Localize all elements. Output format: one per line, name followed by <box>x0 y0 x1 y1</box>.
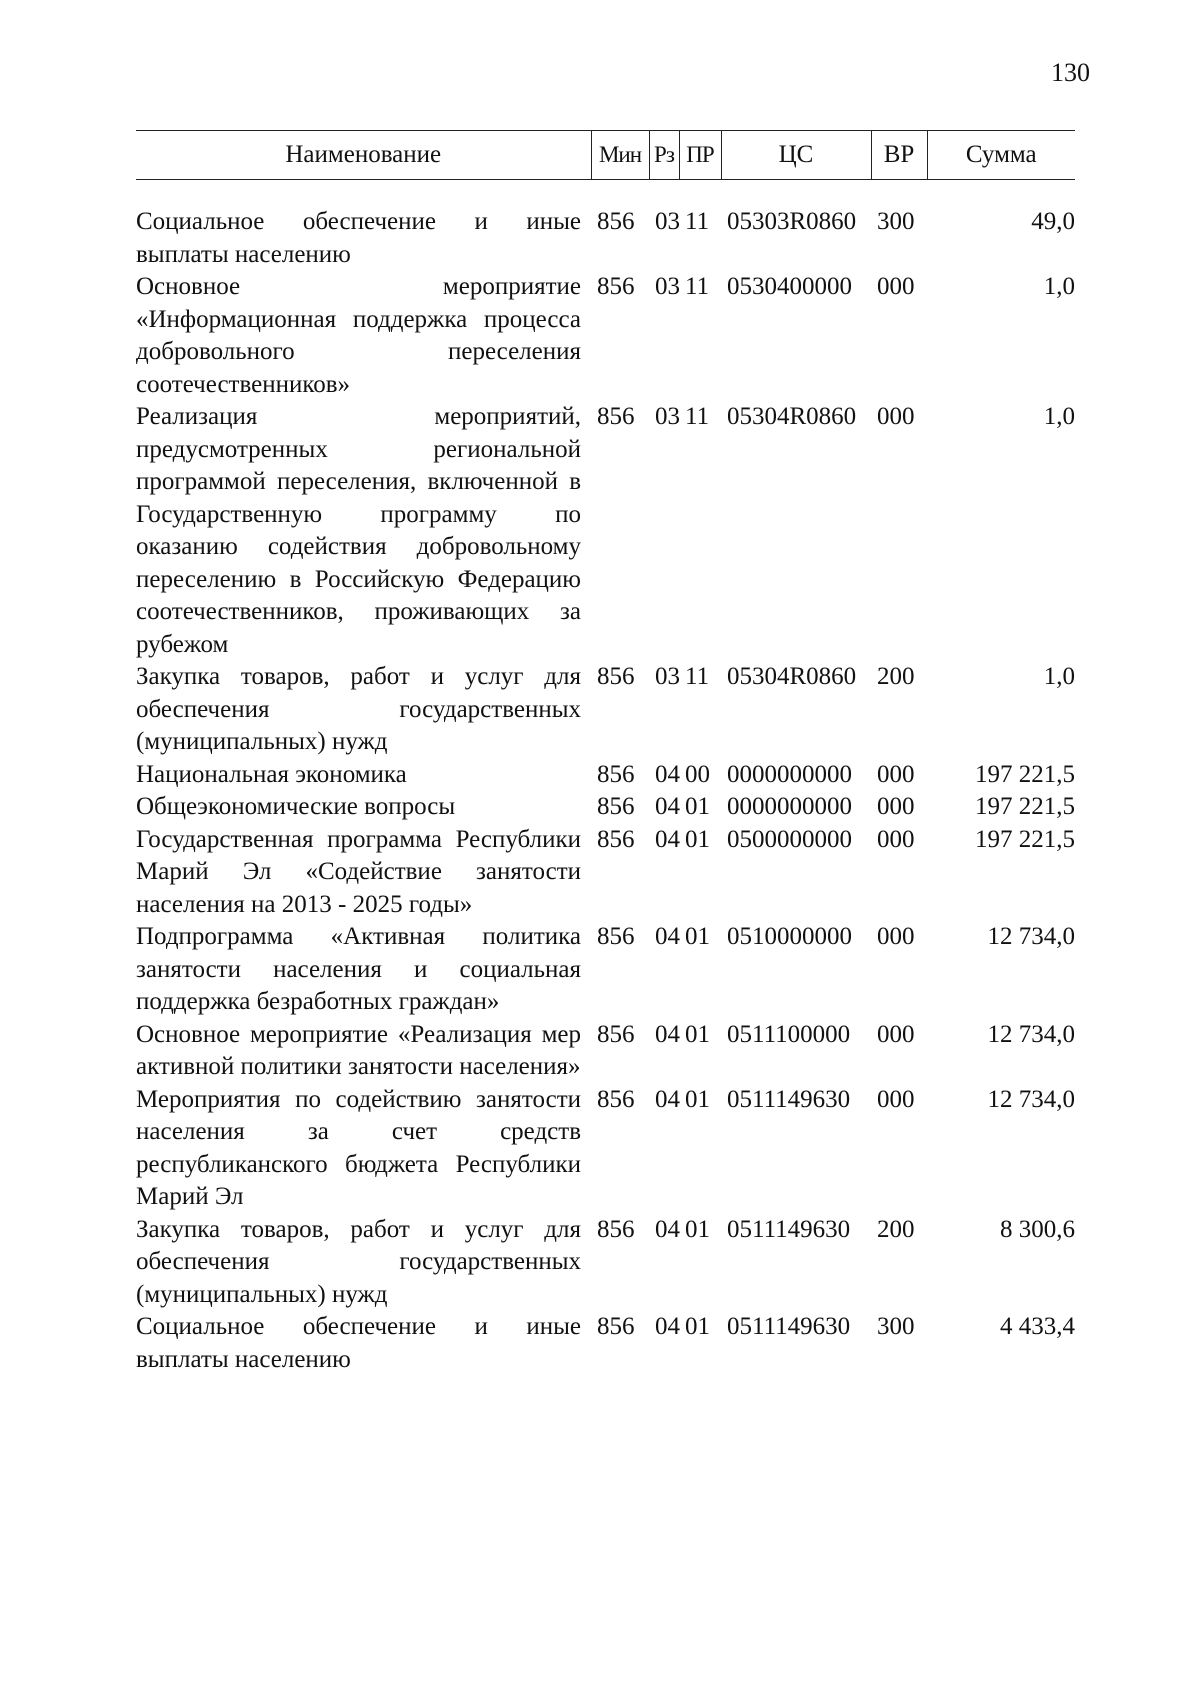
table-row <box>136 1084 1075 1214</box>
row-pr: 01 <box>685 1313 710 1340</box>
row-cs: 0500000000 <box>727 825 852 853</box>
row-rz: 03 <box>655 403 680 430</box>
row-rz: 04 <box>655 1085 680 1113</box>
row-sum: 197 221,5 <box>975 825 1075 853</box>
row-vr: 000 <box>877 825 915 853</box>
table-body <box>136 180 1075 1377</box>
row-min: 856 <box>597 793 635 820</box>
row-name: Основное мероприятие «Реализация мер активной политики занятости населения» <box>136 1020 581 1080</box>
table-row <box>136 1214 1075 1312</box>
table-row <box>136 824 1075 922</box>
table-row <box>136 401 1075 661</box>
row-cs: 0000000000 <box>727 760 852 788</box>
row-pr: 11 <box>685 663 710 690</box>
row-min: 856 <box>597 1085 635 1113</box>
row-pr: 11 <box>685 208 710 235</box>
row-name: Общеэкономические вопросы <box>136 793 456 820</box>
row-name: Закупка товаров, работ и услуг для обеспечения государственных (муниципальных) нужд <box>136 1215 581 1308</box>
row-vr: 000 <box>877 923 915 950</box>
row-vr: 000 <box>877 793 915 820</box>
row-sum: 197 221,5 <box>975 760 1075 788</box>
header-row <box>136 131 1075 180</box>
row-vr: 300 <box>877 1313 915 1340</box>
row-rz: 04 <box>655 1215 680 1243</box>
row-name: Мероприятия по содействию занятости населения за счет средств республиканского бюджета Республики Марий Эл <box>136 1085 581 1210</box>
row-cs: 0511149630 <box>727 1085 851 1113</box>
row-name: Реализация мероприятий, предусмотренных региональной программой переселения, включенной в Государственную программу по оказанию содействия добровольному переселению в Российскую Федерацию соотечественников, проживающих за рубежом <box>136 403 581 658</box>
row-cs: 05304R0860 <box>727 663 857 690</box>
row-cs: 05303R0860 <box>727 208 857 235</box>
row-pr: 11 <box>685 403 710 430</box>
row-sum: 1,0 <box>1043 663 1075 690</box>
row-name: Социальное обеспечение и иные выплаты населению <box>136 208 581 268</box>
row-sum: 1,0 <box>1043 273 1075 300</box>
row-sum: 8 300,6 <box>1000 1215 1075 1243</box>
table-row <box>136 1311 1075 1376</box>
row-vr: 000 <box>877 1085 915 1113</box>
row-vr: 200 <box>877 663 915 690</box>
page-number: 130 <box>1051 58 1090 87</box>
row-pr: 11 <box>685 273 710 300</box>
table-header <box>136 131 1075 180</box>
row-pr: 01 <box>685 1020 710 1048</box>
row-pr: 01 <box>685 825 710 853</box>
table-row <box>136 791 1075 824</box>
row-sum: 12 734,0 <box>987 1085 1075 1113</box>
header-min: Мин <box>591 131 649 180</box>
row-name: Национальная экономика <box>136 760 407 788</box>
row-min: 856 <box>597 1020 635 1048</box>
row-min: 856 <box>597 403 635 430</box>
row-min: 856 <box>597 923 635 950</box>
row-rz: 04 <box>655 825 680 853</box>
row-min: 856 <box>597 208 635 235</box>
row-cs: 0511100000 <box>727 1020 851 1048</box>
row-vr: 300 <box>877 208 915 235</box>
row-name: Социальное обеспечение и иные выплаты населению <box>136 1313 581 1373</box>
row-min: 856 <box>597 1313 635 1340</box>
row-vr: 000 <box>877 403 915 430</box>
row-pr: 01 <box>685 923 710 950</box>
row-min: 856 <box>597 663 635 690</box>
row-rz: 04 <box>655 760 680 788</box>
table-row <box>136 271 1075 401</box>
row-name: Закупка товаров, работ и услуг для обеспечения государственных (муниципальных) нужд <box>136 663 581 755</box>
row-pr: 00 <box>685 760 710 788</box>
row-rz: 04 <box>655 1313 680 1340</box>
row-sum: 1,0 <box>1043 403 1075 430</box>
header-pr: ПР <box>679 131 721 180</box>
header-name: Наименование <box>136 131 591 180</box>
row-cs: 0510000000 <box>727 923 852 950</box>
row-sum: 197 221,5 <box>975 793 1075 820</box>
row-rz: 03 <box>655 663 680 690</box>
row-sum: 49,0 <box>1031 208 1075 235</box>
table-row <box>136 206 1075 271</box>
row-rz: 03 <box>655 273 680 300</box>
row-cs: 0000000000 <box>727 793 852 820</box>
row-cs: 0530400000 <box>727 273 852 300</box>
table-row <box>136 921 1075 1019</box>
header-rz: Рз <box>649 131 679 180</box>
header-cs: ЦС <box>721 131 871 180</box>
row-rz: 04 <box>655 1020 680 1048</box>
budget-table <box>136 130 1075 1376</box>
row-vr: 200 <box>877 1215 915 1243</box>
row-rz: 04 <box>655 923 680 950</box>
row-sum: 12 734,0 <box>987 923 1075 950</box>
row-rz: 04 <box>655 793 680 820</box>
row-pr: 01 <box>685 1215 710 1243</box>
row-name: Основное мероприятие «Информационная поддержка процесса добровольного переселения соотечественников» <box>136 273 581 398</box>
row-vr: 000 <box>877 760 915 788</box>
table-row <box>136 759 1075 792</box>
row-min: 856 <box>597 760 635 788</box>
header-sum: Сумма <box>927 131 1075 180</box>
row-vr: 000 <box>877 273 915 300</box>
row-cs: 0511149630 <box>727 1215 851 1243</box>
row-cs: 05304R0860 <box>727 403 857 430</box>
header-vr: ВР <box>871 131 927 180</box>
row-name: Подпрограмма «Активная политика занятости населения и социальная поддержка безработных граждан» <box>136 923 581 1015</box>
row-min: 856 <box>597 1215 635 1243</box>
row-vr: 000 <box>877 1020 915 1048</box>
row-rz: 03 <box>655 208 680 235</box>
row-pr: 01 <box>685 1085 710 1113</box>
row-min: 856 <box>597 825 635 853</box>
row-name: Государственная программа Республики Марий Эл «Содействие занятости населения на 2013 - 2025 годы» <box>136 825 581 918</box>
row-sum: 12 734,0 <box>987 1020 1075 1048</box>
table-row <box>136 661 1075 759</box>
row-sum: 4 433,4 <box>1000 1313 1075 1340</box>
row-pr: 01 <box>685 793 710 820</box>
table-row <box>136 1019 1075 1084</box>
row-min: 856 <box>597 273 635 300</box>
header-spacer <box>136 180 1075 207</box>
row-cs: 0511149630 <box>727 1313 851 1340</box>
